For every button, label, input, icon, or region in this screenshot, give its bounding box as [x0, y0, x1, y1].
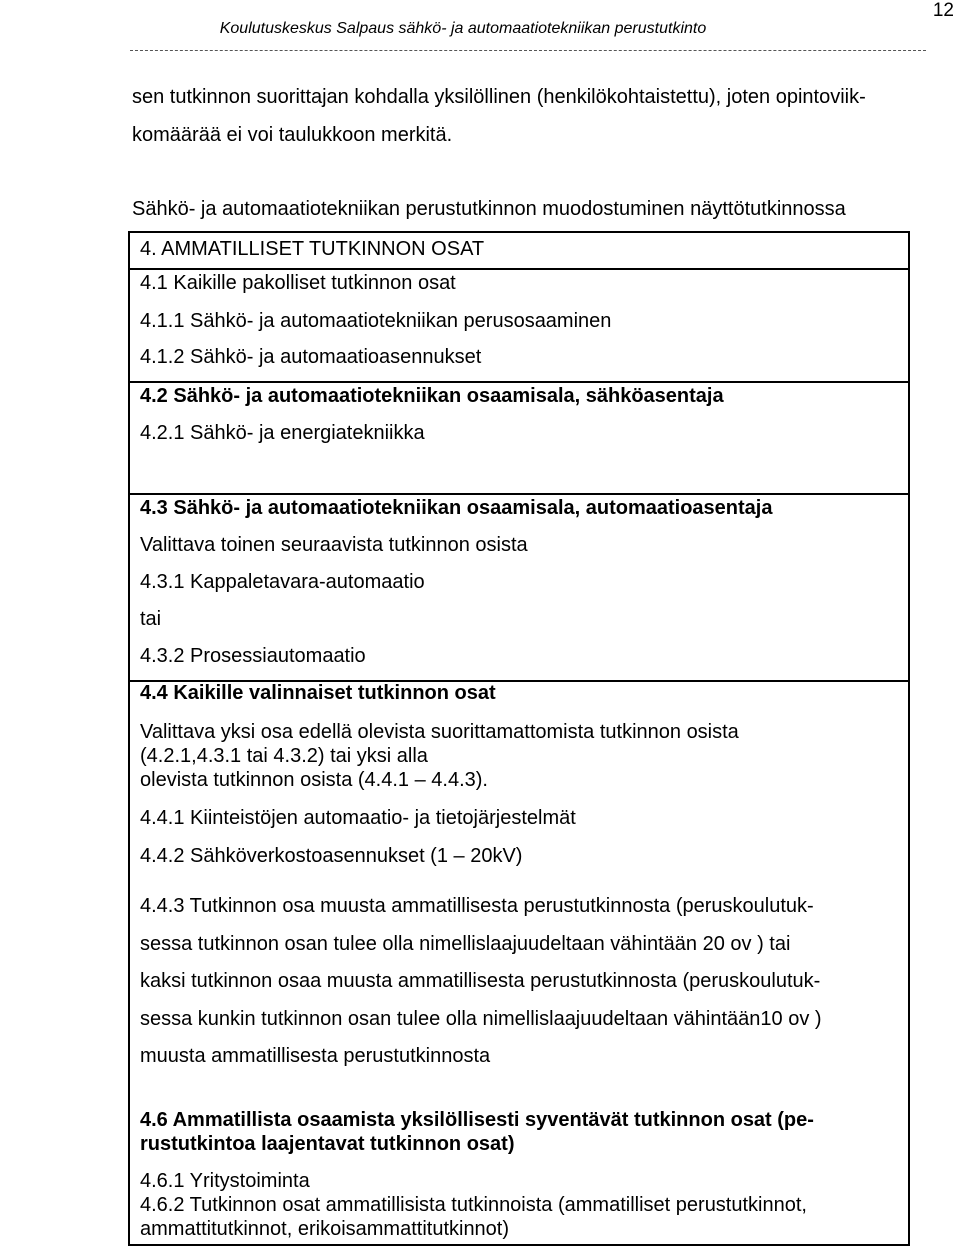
- list-item-4-6-1: 4.6.1 Yritystoiminta: [140, 1170, 310, 1192]
- list-item-4-1-2: 4.1.2 Sähkö- ja automaatioasennukset: [140, 346, 482, 368]
- list-item-4-3-1: 4.3.1 Kappaletavara-automaatio: [140, 571, 425, 593]
- or-separator: tai: [140, 608, 162, 630]
- intro-line-1: sen tutkinnon suorittajan kohdalla yksilöllinen (henkilökohtaistettu), joten opintoviik-: [132, 86, 866, 108]
- choice-description: [140, 720, 900, 792]
- header-title: Koulutuskeskus Salpaus sähkö- ja automaatiotekniikan perustutkinto: [219, 20, 707, 37]
- choice-instruction: Valittava toinen seuraavista tutkinnon osista: [140, 534, 528, 556]
- header-rule: [130, 50, 926, 51]
- section-heading-4-2: 4.2 Sähkö- ja automaatiotekniikan osaamisala, sähköasentaja: [140, 385, 724, 407]
- item-line: kaksi tutkinnon osaa muusta ammatillisesta perustutkinnosta (peruskoulutuk-: [140, 970, 821, 992]
- list-item-4-3-2: 4.3.2 Prosessiautomaatio: [140, 645, 366, 667]
- heading-line: rustutkintoa laajentavat tutkinnon osat): [140, 1133, 515, 1155]
- list-item-4-4-3: [140, 888, 900, 1076]
- item-line: sessa kunkin tutkinnon osan tulee olla nimellislaajuudeltaan vähintään10 ov ): [140, 1007, 822, 1030]
- section-heading-4: 4. AMMATILLISET TUTKINNON OSAT: [140, 238, 485, 260]
- description-line: olevista tutkinnon osista (4.4.1 – 4.4.3).: [140, 769, 488, 791]
- item-line: ammattitutkinnot, erikoisammattitutkinnot): [140, 1218, 510, 1240]
- list-item-4-1-1: 4.1.1 Sähkö- ja automaatiotekniikan perusosaaminen: [140, 310, 612, 332]
- list-item-4-2-1: 4.2.1 Sähkö- ja energiatekniikka: [140, 422, 425, 444]
- list-item-4-6-2: 4.6.2 Tutkinnon osat ammatillisista tutkinnoista (ammatilliset perustutkinnot,: [140, 1194, 807, 1216]
- section-heading-4-3: 4.3 Sähkö- ja automaatiotekniikan osaamisala, automaatioasentaja: [140, 497, 773, 519]
- description-line: (4.2.1,4.3.1 tai 4.3.2) tai yksi alla: [140, 745, 428, 767]
- section-heading-4-6: [140, 1108, 900, 1156]
- list-item-4-4-2: 4.4.2 Sähköverkostoasennukset (1 – 20kV): [140, 845, 523, 867]
- item-line: sessa tutkinnon osan tulee olla nimellislaajuudeltaan vähintään 20 ov ) tai: [140, 932, 791, 955]
- section-heading-4-4: 4.4 Kaikille valinnaiset tutkinnon osat: [140, 682, 496, 704]
- item-line: 4.4.3 Tutkinnon osa muusta ammatillisesta perustutkinnosta (peruskoulutuk-: [140, 895, 814, 917]
- list-item-4-4-1: 4.4.1 Kiinteistöjen automaatio- ja tietojärjestelmät: [140, 807, 576, 829]
- item-line: muusta ammatillisesta perustutkinnosta: [140, 1045, 491, 1067]
- list-item-4-6: [140, 1169, 900, 1241]
- section-heading-4-1: 4.1 Kaikille pakolliset tutkinnon osat: [140, 272, 456, 294]
- heading-line: 4.6 Ammatillista osaamista yksilöllisesti syventävät tutkinnon osat (pe-: [140, 1109, 814, 1131]
- page-number: 12: [932, 0, 954, 21]
- table-title: Sähkö- ja automaatiotekniikan perustutkinnon muodostuminen näyttötutkinnossa: [132, 198, 846, 220]
- intro-line-2: komäärää ei voi taulukkoon merkitä.: [132, 124, 453, 146]
- description-line: Valittava yksi osa edellä olevista suorittamattomista tutkinnon osista: [140, 721, 739, 743]
